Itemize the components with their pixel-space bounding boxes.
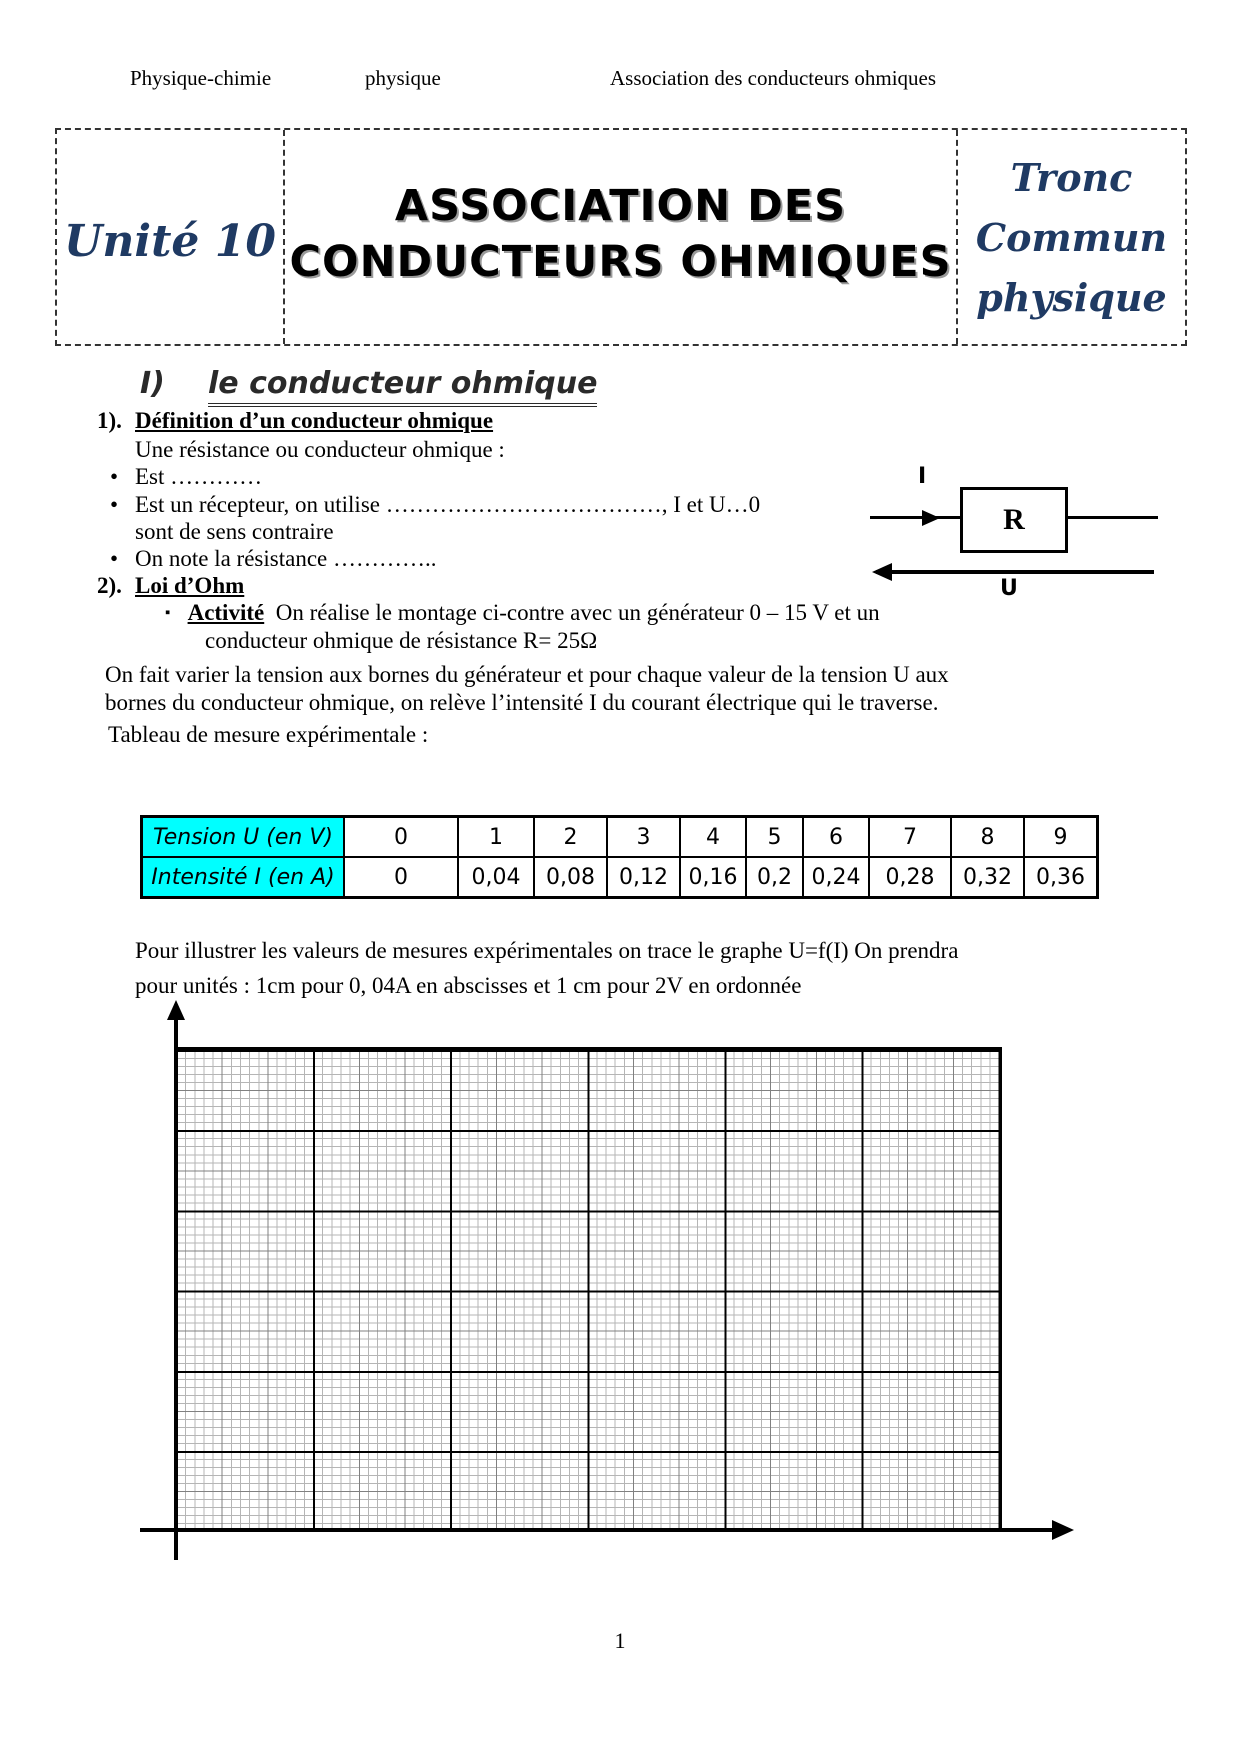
tension-cell: 6 xyxy=(803,817,869,858)
intensite-cell: 0,04 xyxy=(458,857,534,898)
current-arrow-icon xyxy=(922,510,940,526)
bullet-2-line1: Est un récepteur, on utilise ………………………………, I et U…0 xyxy=(135,492,761,517)
wire-left xyxy=(870,516,962,519)
definition-intro: Une résistance ou conducteur ohmique : xyxy=(135,437,505,462)
voltage-label: U xyxy=(1000,576,1018,601)
table-row-tension xyxy=(142,817,1098,858)
level-cell xyxy=(958,130,1185,344)
level-label xyxy=(958,148,1185,328)
level-line3: physique xyxy=(976,275,1167,320)
lesson-title-line2: CONDUCTEURS OHMIQUES xyxy=(289,237,952,287)
paragraph-line1: On fait varier la tension aux bornes du générateur et pour chaque valeur de la tension U aux xyxy=(105,662,949,687)
millimeter-grid xyxy=(176,1047,1002,1531)
section-heading-text: le conducteur ohmique xyxy=(208,366,597,407)
activity-line1 xyxy=(165,600,880,626)
bullet-icon: • xyxy=(110,464,119,489)
lesson-title-cell xyxy=(285,130,958,344)
tension-cell: 4 xyxy=(680,817,746,858)
lesson-title xyxy=(285,178,956,290)
activity-text-line1: On réalise le montage ci-contre avec un générateur 0 – 15 V et un xyxy=(275,600,880,625)
resistor-box: R xyxy=(960,487,1068,553)
intensite-cell: 0,2 xyxy=(746,857,803,898)
sub1-number: 1). xyxy=(97,408,122,433)
millimeter-graph xyxy=(140,1000,1100,1575)
intensite-cell: 0,24 xyxy=(803,857,869,898)
page-number: 1 xyxy=(614,1628,626,1653)
tension-cell: 8 xyxy=(951,817,1024,858)
section-heading xyxy=(140,366,597,401)
tension-cell: 9 xyxy=(1024,817,1098,858)
tension-cell: 5 xyxy=(746,817,803,858)
measurement-table xyxy=(140,815,1099,899)
intensite-cell: 0,32 xyxy=(951,857,1024,898)
activity-label: Activité xyxy=(187,600,265,625)
sub2-title: Loi d’Ohm xyxy=(135,573,245,598)
current-label: I xyxy=(918,464,927,489)
row-header-intensite: Intensité I (en A) xyxy=(142,857,345,898)
intensite-cell: 0,36 xyxy=(1024,857,1098,898)
x-axis-arrow-icon xyxy=(1052,1520,1074,1540)
paragraph-line2: bornes du conducteur ohmique, on relève l’intensité I du courant électrique qui le traverse. xyxy=(105,690,939,715)
table-caption: Tableau de mesure expérimentale : xyxy=(108,722,429,747)
square-bullet-icon: ▪ xyxy=(165,605,171,621)
header-lesson-title: Association des conducteurs ohmiques xyxy=(610,66,937,90)
resistor-circuit-diagram xyxy=(860,464,1165,608)
sub2-number: 2). xyxy=(97,573,122,598)
intensite-cell: 0 xyxy=(344,857,458,898)
row-header-tension: Tension U (en V) xyxy=(142,817,345,858)
intensite-cell: 0,16 xyxy=(680,857,746,898)
intensite-cell: 0,12 xyxy=(607,857,680,898)
wire-right xyxy=(1065,516,1158,519)
lesson-title-line1: ASSOCIATION DES xyxy=(394,181,847,231)
tension-cell: 2 xyxy=(534,817,607,858)
bullet-icon: • xyxy=(110,492,119,517)
table-row-intensite xyxy=(142,857,1098,898)
graph-note-line2: pour unités : 1cm pour 0, 04A en abscisses et 1 cm pour 2V en ordonnée xyxy=(135,973,802,998)
unit-cell xyxy=(57,130,285,344)
section-numeral: I) xyxy=(140,366,165,401)
graph-note-line1: Pour illustrer les valeurs de mesures expérimentales on trace le graphe U=f(I) On prendra xyxy=(135,938,959,963)
intensite-cell: 0,08 xyxy=(534,857,607,898)
voltage-arrow-icon xyxy=(872,563,892,581)
bullet-1: Est ………… xyxy=(135,464,263,489)
header-subject: Physique-chimie xyxy=(130,66,272,90)
tension-cell: 1 xyxy=(458,817,534,858)
bullet-icon: • xyxy=(110,546,119,571)
bullet-3: On note la résistance ………….. xyxy=(135,546,437,571)
bullet-2-line2: sont de sens contraire xyxy=(135,519,334,544)
sub1-title: Définition d’un conducteur ohmique xyxy=(135,408,494,433)
level-line2: Commun xyxy=(975,215,1168,260)
unit-label: Unité 10 xyxy=(64,216,276,267)
tension-cell: 7 xyxy=(869,817,951,858)
header-discipline: physique xyxy=(365,66,441,90)
activity-text-line2: conducteur ohmique de résistance R= 25Ω xyxy=(205,628,598,653)
level-line1: Tronc xyxy=(1010,155,1133,200)
tension-cell: 0 xyxy=(344,817,458,858)
tension-cell: 3 xyxy=(607,817,680,858)
x-axis xyxy=(140,1528,1060,1532)
voltage-arrow-line xyxy=(876,570,1154,574)
title-box xyxy=(55,128,1187,346)
intensite-cell: 0,28 xyxy=(869,857,951,898)
